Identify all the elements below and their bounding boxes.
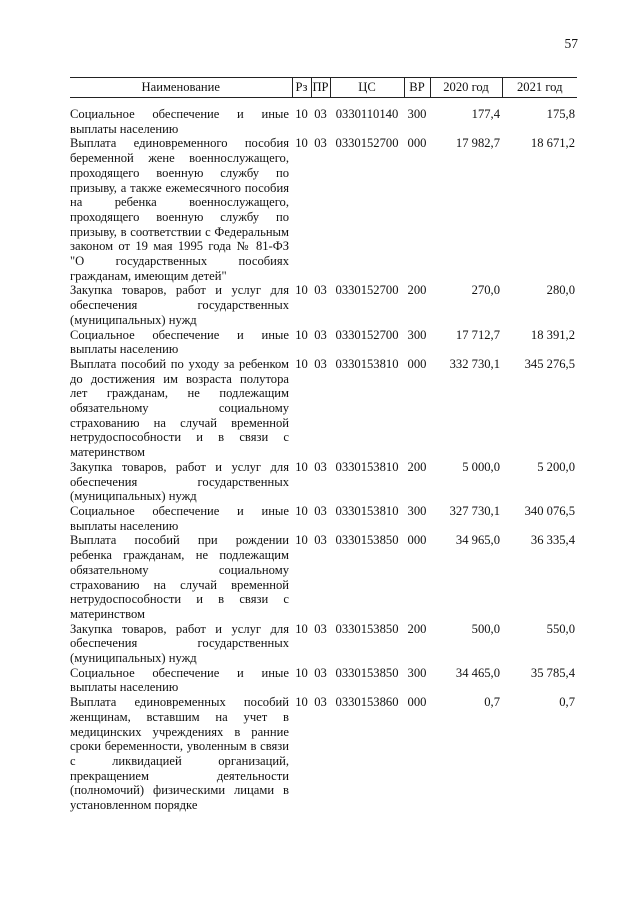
row-2020-cell: 177,4 <box>471 107 500 121</box>
row-2020-cell: 17 982,7 <box>455 136 500 151</box>
row-pr-cell: 03 <box>314 533 327 548</box>
row-cs-cell: 0330152700 <box>335 327 399 342</box>
row-2021-cell: 0,7 <box>559 695 575 710</box>
row-rz-cell: 10 <box>295 533 308 548</box>
header-cs: ЦС <box>330 78 404 98</box>
row-rz-cell: 10 <box>295 327 308 342</box>
header-rz: Рз <box>292 78 311 98</box>
table-row <box>70 328 577 357</box>
row-rz-cell: 10 <box>295 459 308 474</box>
row-vr-cell: 300 <box>407 107 427 121</box>
row-rz-cell: 10 <box>295 695 308 710</box>
row-name-cell: Социальное обеспечение и иные выплаты населению <box>70 327 289 357</box>
row-2020-cell: 34 965,0 <box>455 533 500 548</box>
row-2021-cell: 550,0 <box>546 621 575 636</box>
row-pr-cell: 03 <box>314 695 327 710</box>
row-pr-cell: 03 <box>314 503 327 518</box>
row-vr-cell: 200 <box>407 621 427 636</box>
row-2020-cell: 500,0 <box>471 621 500 636</box>
table-row <box>70 666 577 695</box>
header-spacer <box>70 98 577 108</box>
header-vr: ВР <box>404 78 430 98</box>
row-name-cell: Выплата пособий по уходу за ребенком до достижения им возраста полутора лет гражданам, не подлежащим обязательному социальному страхованию на случай временной нетрудоспособности и в связи с материнством <box>70 356 289 460</box>
row-2021-cell: 175,8 <box>546 107 575 121</box>
row-2020-cell: 327 730,1 <box>449 503 500 518</box>
row-vr-cell: 200 <box>407 283 427 298</box>
page-number: 57 <box>564 36 578 51</box>
row-vr-cell: 000 <box>407 695 427 710</box>
row-2021-cell: 18 391,2 <box>530 327 575 342</box>
row-name-cell: Выплата пособий при рождении ребенка гражданам, не подлежащим обязательному социальному страхованию на случай временной нетрудоспособности и в связи с материнством <box>70 533 289 621</box>
row-rz-cell: 10 <box>295 503 308 518</box>
row-2021-cell: 18 671,2 <box>530 136 575 151</box>
row-rz-cell: 10 <box>295 107 308 121</box>
row-vr-cell: 200 <box>407 459 427 474</box>
row-cs-cell: 0330153810 <box>335 503 399 518</box>
row-2021-cell: 5 200,0 <box>537 459 575 474</box>
row-2020-cell: 17 712,7 <box>455 327 500 342</box>
row-cs-cell: 0330153850 <box>335 621 399 636</box>
row-rz-cell: 10 <box>295 283 308 298</box>
row-name-cell: Закупка товаров, работ и услуг для обеспечения государственных (муниципальных) нужд <box>70 459 289 504</box>
row-cs-cell: 0330153860 <box>335 695 399 710</box>
row-2020-cell: 0,7 <box>484 695 500 710</box>
row-name-cell: Социальное обеспечение и иные выплаты населению <box>70 107 289 136</box>
row-rz-cell: 10 <box>295 665 308 680</box>
row-vr-cell: 000 <box>407 356 427 371</box>
row-name-cell: Закупка товаров, работ и услуг для обеспечения государственных (муниципальных) нужд <box>70 283 289 327</box>
row-2020-cell: 34 465,0 <box>455 665 500 680</box>
row-name-cell: Закупка товаров, работ и услуг для обеспечения государственных (муниципальных) нужд <box>70 621 289 666</box>
row-vr-cell: 300 <box>407 665 427 680</box>
row-name-cell: Выплата единовременных пособий женщинам, вставшим на учет в медицинских учреждениях в ранние сроки беременности, уволенным в связи с ликвидацией организаций, прекращением деятельности (полномочий) физическими лицами в установленном порядке <box>70 695 289 813</box>
table-row <box>70 460 577 504</box>
row-pr-cell: 03 <box>314 459 327 474</box>
row-vr-cell: 300 <box>407 503 427 518</box>
row-2021-cell: 35 785,4 <box>530 665 575 680</box>
row-cs-cell: 0330110140 <box>335 107 399 121</box>
row-name-cell: Социальное обеспечение и иные выплаты населению <box>70 665 289 695</box>
table-row <box>70 533 577 621</box>
row-rz-cell: 10 <box>295 136 308 151</box>
row-cs-cell: 0330152700 <box>335 283 399 298</box>
row-name-cell: Выплата единовременного пособия беременной жене военнослужащего, проходящего военную службу по призыву, а также ежемесячного пособия на ребенка военнослужащего, проходящего военную службу по призыву, в соответствии с Федеральным законом от 19 мая 1995 года № 81-ФЗ "О государственных пособиях гражданам, имеющим детей" <box>70 136 289 283</box>
row-2021-cell: 36 335,4 <box>530 533 575 548</box>
row-pr-cell: 03 <box>314 107 327 121</box>
row-2020-cell: 270,0 <box>471 283 500 298</box>
row-cs-cell: 0330153810 <box>335 356 399 371</box>
row-pr-cell: 03 <box>314 356 327 371</box>
table-row <box>70 504 577 533</box>
table-row <box>70 622 577 666</box>
row-cs-cell: 0330152700 <box>335 136 399 151</box>
table-row <box>70 695 577 813</box>
row-pr-cell: 03 <box>314 621 327 636</box>
table-row <box>70 136 577 283</box>
header-name: Наименование <box>70 78 292 98</box>
row-2020-cell: 332 730,1 <box>449 356 500 371</box>
row-2021-cell: 280,0 <box>546 283 575 298</box>
row-pr-cell: 03 <box>314 283 327 298</box>
row-rz-cell: 10 <box>295 621 308 636</box>
row-cs-cell: 0330153850 <box>335 533 399 548</box>
row-vr-cell: 300 <box>407 327 427 342</box>
header-2020: 2020 год <box>430 78 502 98</box>
budget-table <box>70 77 577 813</box>
row-vr-cell: 000 <box>407 136 427 151</box>
row-cs-cell: 0330153810 <box>335 459 399 474</box>
header-pr: ПР <box>311 78 330 98</box>
row-pr-cell: 03 <box>314 136 327 151</box>
row-name-cell: Социальное обеспечение и иные выплаты населению <box>70 503 289 533</box>
row-vr-cell: 000 <box>407 533 427 548</box>
table-row <box>70 107 577 136</box>
row-2020-cell: 5 000,0 <box>462 459 500 474</box>
row-2021-cell: 345 276,5 <box>524 356 575 371</box>
table-header-row <box>70 78 577 98</box>
row-cs-cell: 0330153850 <box>335 665 399 680</box>
row-2021-cell: 340 076,5 <box>524 503 575 518</box>
row-pr-cell: 03 <box>314 327 327 342</box>
table-row <box>70 357 577 460</box>
row-pr-cell: 03 <box>314 665 327 680</box>
table-row <box>70 283 577 327</box>
row-rz-cell: 10 <box>295 356 308 371</box>
header-2021: 2021 год <box>502 78 577 98</box>
